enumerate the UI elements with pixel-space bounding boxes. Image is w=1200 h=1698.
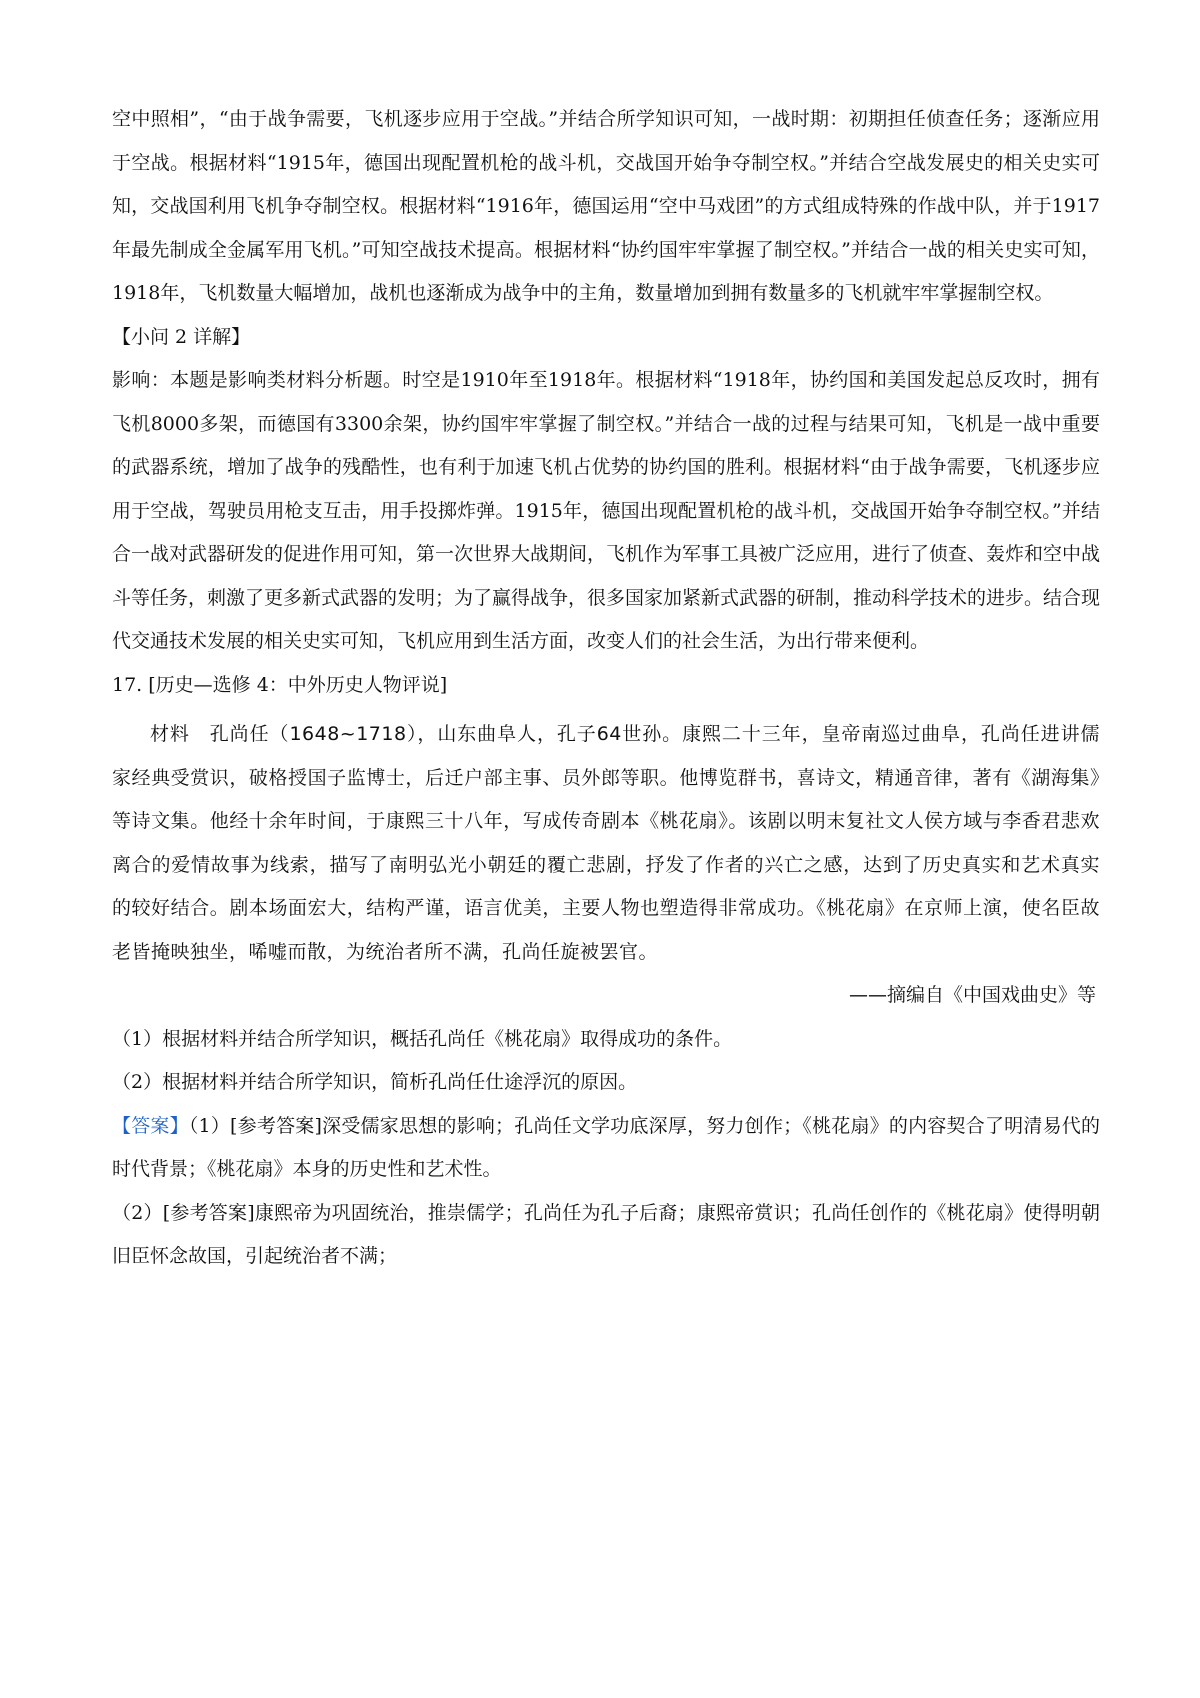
- document-content: [112, 98, 1100, 1279]
- analysis-paragraph-1: 空中照相”，“由于战争需要，飞机逐步应用于空战。”并结合所学知识可知，一战时期：初期担任侦查任务；逐渐应用于空战。根据材料“1915年，德国出现配置机枪的战斗机，交战国开始争夺制空权。”并结合空战发展史的相关史实可知，交战国利用飞机争夺制空权。根据材料“1916年，德国运用“空中马戏团”的方式组成特殊的作战中队，并于1917年最先制成全金属军用飞机。”可知空战技术提高。根据材料“协约国牢牢掌握了制空权。”并结合一战的相关史实可知，1918年，飞机数量大幅增加，战机也逐渐成为战争中的主角，数量增加到拥有数量多的飞机就牢牢掌握制空权。: [112, 108, 1100, 304]
- question-17-1: （1）根据材料并结合所学知识，概括孔尚任《桃花扇》取得成功的条件。: [112, 1027, 733, 1050]
- question-17-2: （2）根据材料并结合所学知识，简析孔尚任仕途浮沉的原因。: [112, 1071, 638, 1093]
- sub-question-2-heading: 【小问 2 详解】: [112, 325, 251, 348]
- answer-tag: 【答案】: [112, 1114, 189, 1137]
- material-passage: 材料 孔尚任（1648~1718），山东曲阜人，孔子64世孙。康熙二十三年，皇帝南巡过曲阜，孔尚任进讲儒家经典受赏识，破格授国子监博士，后迁户部主事、员外郎等职。他博览群书，喜诗文，精通音律，著有《湖海集》等诗文集。他经十余年时间，于康熙三十八年，写成传奇剧本《桃花扇》。该剧以明末复社文人侯方域与李香君悲欢离合的爱情故事为线索，描写了南明弘光小朝廷的覆亡悲剧，抒发了作者的兴亡之感，达到了历史真实和艺术真实的较好结合。剧本场面宏大，结构严谨，语言优美，主要人物也塑造得非常成功。《桃花扇》在京师上演，使名臣故老皆掩映独坐，唏嘘而散，为统治者所不满，孔尚任旋被罢官。: [112, 723, 1100, 963]
- material-source: ——摘编自《中国戏曲史》等: [848, 984, 1096, 1006]
- question-17-title: 17. [历史—选修 4：中外历史人物评说]: [112, 673, 448, 696]
- answer-2: （2）[参考答案]康熙帝为巩固统治，推崇儒学；孔尚任为孔子后裔；康熙帝赏识；孔尚任创作的《桃花扇》使得明朝旧臣怀念故国，引起统治者不满；: [112, 1201, 1100, 1267]
- answer-1: [112, 1105, 1100, 1192]
- answer-1-text: （1）[参考答案]深受儒家思想的影响；孔尚任文学功底深厚，努力创作；《桃花扇》的内容契合了明清易代的时代背景；《桃花扇》本身的历史性和艺术性。: [112, 1114, 1100, 1180]
- analysis-paragraph-2: 影响：本题是影响类材料分析题。时空是1910年至1918年。根据材料“1918年，协约国和美国发起总反攻时，拥有飞机8000多架，而德国有3300余架，协约国牢牢掌握了制空权。”并结合一战的过程与结果可知，飞机是一战中重要的武器系统，增加了战争的残酷性，也有利于加速飞机占优势的协约国的胜利。根据材料“由于战争需要，飞机逐步应用于空战，驾驶员用枪支互击，用手投掷炸弹。1915年，德国出现配置机枪的战斗机，交战国开始争夺制空权。”并结合一战对武器研发的促进作用可知，第一次世界大战期间，飞机作为军事工具被广泛应用，进行了侦查、轰炸和空中战斗等任务，刺激了更多新式武器的发明；为了赢得战争，很多国家加紧新式武器的研制，推动科学技术的进步。结合现代交通技术发展的相关史实可知，飞机应用到生活方面，改变人们的社会生活，为出行带来便利。: [112, 369, 1101, 652]
